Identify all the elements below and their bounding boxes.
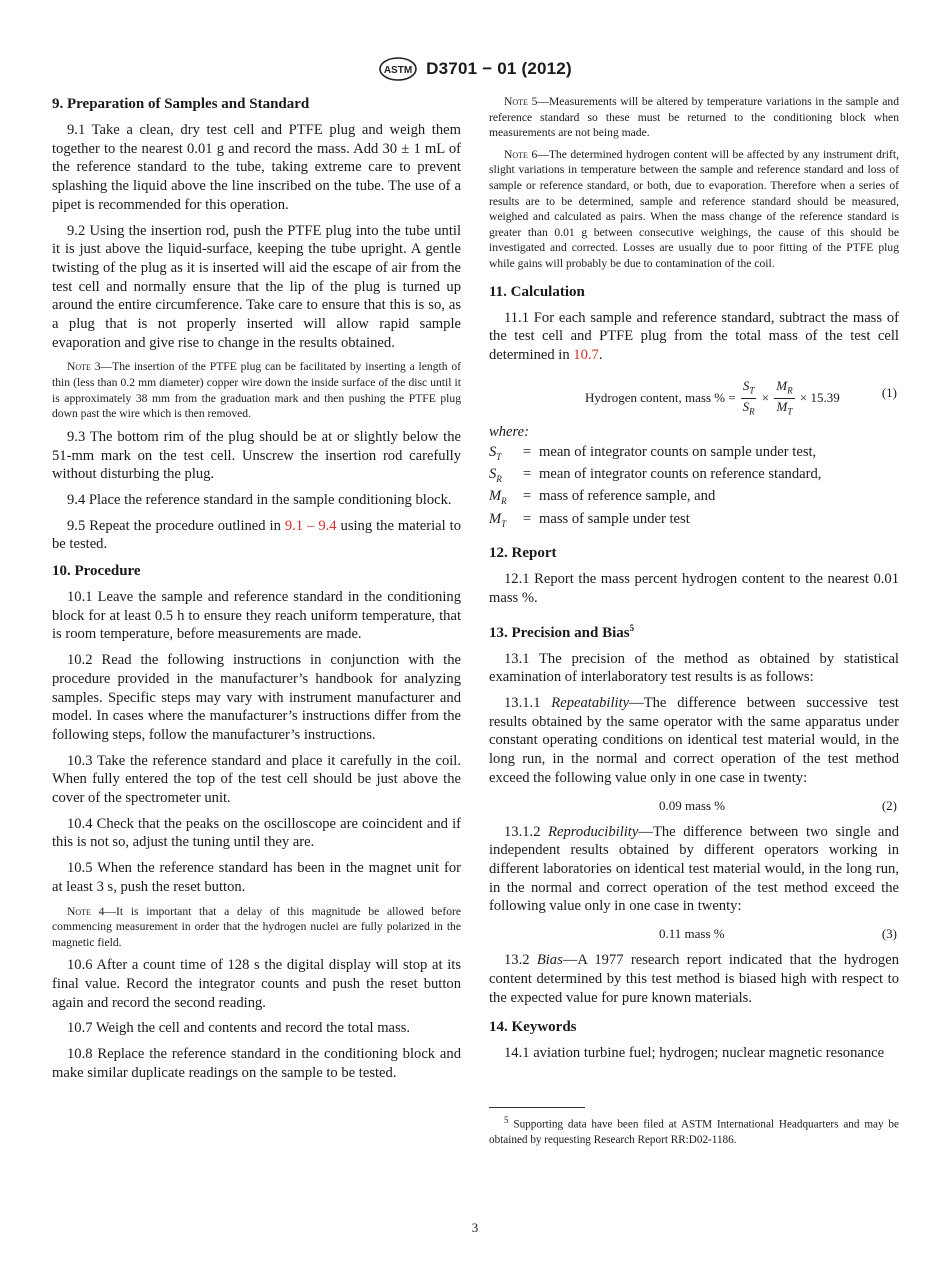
para-10-6: 10.6 After a count time of 128 s the digital display will stop at its final value. Record the integrator counts and push the reset button again and record the second reading. [52, 957, 461, 1011]
footnote-divider [489, 1107, 585, 1108]
para-10-7: 10.7 Weigh the cell and contents and record the total mass. [67, 1020, 411, 1037]
section-11-title: 11. Calculation [489, 283, 585, 300]
section-9-title: 9. Preparation of Samples and Standard [52, 96, 310, 112]
svg-text:ASTM: ASTM [384, 65, 413, 76]
para-10-3: 10.3 Take the reference standard and place it carefully in the coil. When fully entered the top of the test cell should be just above the cover of the spectrometer unit. [52, 752, 461, 807]
para-12-1: 12.1 Report the mass percent hydrogen content to the nearest 0.01 mass %. [489, 571, 899, 606]
right-column [489, 94, 899, 1148]
section-12-title: 12. Report [489, 545, 557, 562]
astm-logo-icon [378, 56, 418, 82]
para-13-1-1: 13.1.1 Repeatability—The difference between successive test results obtained by the same operator with the same apparatus under constant operating conditions on identical test material would, in the long run, in the normal and correct operation of the test method exceed the following value only in one case in twenty: [489, 695, 899, 786]
equation-2: 0.09 mass % (2) [659, 797, 897, 813]
section-10-title: 10. Procedure [52, 563, 141, 580]
page-number: 3 [471, 1220, 479, 1235]
left-column [52, 94, 461, 1090]
where-label: where: [489, 423, 529, 440]
para-9-1: 9.1 Take a clean, dry test cell and PTFE plug and weigh them together to the nearest 0.01 g and record the mass. Add 30 ± 1 mL of the reference standard to the tube, taking extreme care to prevent splashing the liquid above the line inscribed on the tube. The use of a pipet is recommended for this operation. [52, 122, 461, 213]
definition-row: $M_T$ = mass of sample under test [489, 510, 690, 529]
note-4: Note 4—It is important that a delay of this magnitude be allowed before commencing measurement in order that the hydrogen nuclei are fully polarized in the magnetic field. [52, 904, 461, 949]
para-13-2: 13.2 Bias—A 1977 research report indicated that the hydrogen content determined by this test method is biased high with respect to the expected value for pure known materials. [489, 952, 900, 1006]
para-9-4: 9.4 Place the reference standard in the sample conditioning block. [67, 491, 452, 508]
para-10-5: 10.5 When the reference standard has been in the magnet unit for at least 3 s, push the reset button. [52, 860, 461, 895]
para-13-1: 13.1 The precision of the method as obtained by statistical examination of interlaboratory test results is as follows: [489, 650, 899, 686]
link-10-7[interactable]: 10.7 [573, 346, 599, 363]
equation-3: 0.11 mass % (3) [659, 926, 897, 942]
fraction-s: $\frac{S_T}{S_R}$ [742, 377, 755, 417]
para-10-2: 10.2 Read the following instructions in conjunction with the procedure provided in the manufacturer’s handbook for analyzing samples. Specific steps may vary with instrument manufacturer and model. In cases where the manufacturer’s instructions differ from the following steps, follow the manufacturer’s instructions. [52, 652, 461, 743]
section-13-title: 13. Precision and Bias$^5$ [489, 622, 635, 641]
footnote-ref-5[interactable]: 5 [629, 622, 635, 633]
page-header [0, 56, 950, 82]
para-9-2: 9.2 Using the insertion rod, push the PTFE plug into the tube until it is just above the liquid-surface, keeping the tube upright. A gentle twisting of the plug as it is inserted will aid the escape of air from the test cell and normally ensure that the lip of the plug is turned up around the entire circumference. Take care to ensure that this is so, as a plug that is not properly inserted will allow rapid sample evaporation and give rise to change in the results obtained. [52, 222, 461, 351]
para-10-1: 10.1 Leave the sample and reference standard in the conditioning block for at least 0.5 h to ensure they reach uniform temperature, that is room temperature, before measurements are made. [52, 589, 461, 643]
definition-row: $M_R$ = mass of reference sample, and [489, 488, 716, 507]
fraction-m: $\frac{M_R}{M_T}$ [776, 377, 793, 417]
note-5: Note 5—Measurements will be altered by temperature variations in the sample and reference standard so these must be returned to the conditioning block when measurements are not being made. [489, 95, 899, 140]
link-9-1-9-4[interactable]: 9.1 – 9.4 [284, 517, 337, 534]
para-11-1: 11.1 For each sample and reference standard, subtract the mass of the test cell and PTFE plug from the total mass of the test cell determined in 10.7. [489, 309, 899, 363]
note-6: Note 6—The determined hydrogen content will be affected by any instrument drift, slight variations in temperature between the sample and reference standard and loss of sample or reference standard, or both, due to evaporation. Therefore when a series of results are to be determined, sample and reference standard should be measured, weighed and calculated as pairs. When the mass change of the reference standard is greater than 0.01 g between consecutive weighings, the cause of this should be investigated and corrected. Losses are usually due to poor fitting of the PTFE plug while gains will probably be due to contamination of the coil. [489, 147, 899, 270]
para-10-4: 10.4 Check that the peaks on the oscilloscope are coincident and if this is not so, adjust the tuning until they are. [52, 815, 461, 851]
definition-row: $S_T$ = mean of integrator counts on sample under test, [489, 443, 817, 462]
equation-1: Hydrogen content, mass % = $\frac{S_T}{S_R}$ × $\frac{M_R}{M_T}$ × 15.39 (1) [489, 372, 899, 416]
para-14-1: 14.1 aviation turbine fuel; hydrogen; nuclear magnetic resonance [504, 1045, 885, 1062]
para-9-5: 9.5 Repeat the procedure outlined in 9.1 – 9.4 using the material to be tested. [52, 517, 462, 553]
section-14-title: 14. Keywords [489, 1019, 577, 1036]
variable-definitions [489, 444, 899, 534]
equation-1-number: (1) [881, 384, 897, 400]
note-3: Note 3—The insertion of the PTFE plug can be facilitated by inserting a length of thin (less than 0.2 mm diameter) copper wire down the inside surface of the disc until it is approximately 38 mm from the graduation mark and then pushing the PTFE plug down past the wire which is then removed. [52, 360, 461, 421]
para-13-1-2: 13.1.2 Reproducibility—The difference between two single and independent results obtained by different operators working in different laboratories on identical test material would, in the long run, in the normal and correct operation of the test method exceed the following value only in one case in twenty: [489, 823, 899, 915]
para-10-8: 10.8 Replace the reference standard in the conditioning block and make similar duplicate readings on the sample to be tested. [52, 1046, 461, 1081]
document-id: D3701 − 01 (2012) [426, 59, 572, 78]
para-9-3: 9.3 The bottom rim of the plug should be at or slightly below the 51-mm mark on the test cell. Unscrew the insertion rod carefully without disturbing the plug. [52, 428, 461, 483]
definition-row: $S_R$ = mean of integrator counts on reference standard, [489, 466, 822, 484]
footnote-5: $^5$ Supporting data have been filed at ASTM International Headquarters and may be obtained by requesting Research Report RR:D02-1186. [489, 1114, 899, 1146]
